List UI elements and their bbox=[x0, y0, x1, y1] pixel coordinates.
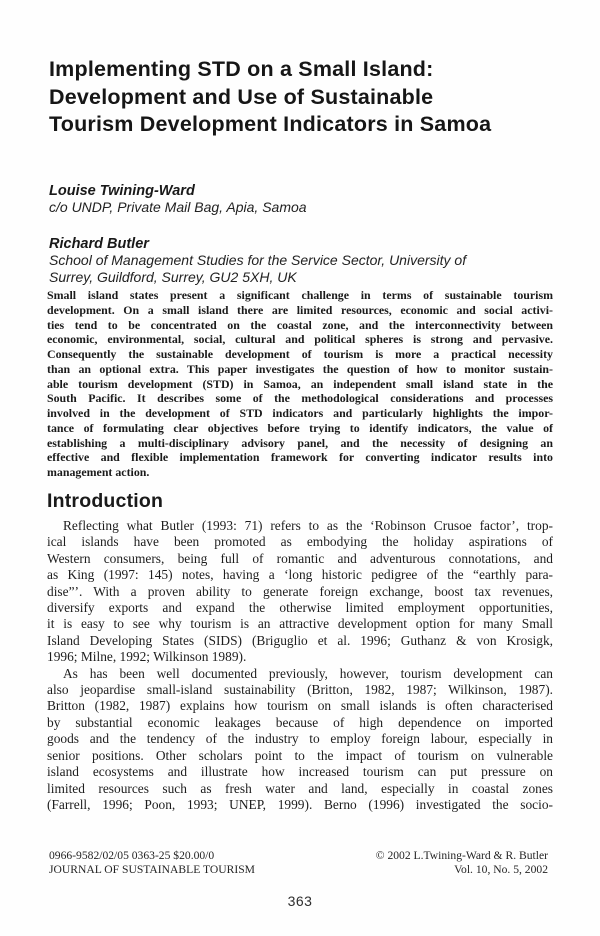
article-title-line: Implementing STD on a Small Island: bbox=[49, 57, 434, 81]
body-line: dise”’. With a proven ability to generate foreign exchange, boost tax revenues, bbox=[47, 583, 553, 599]
body-line: also jeopardise small-island sustainability (Britton, 1982, 1987; Wilkinson, 1987). bbox=[47, 682, 553, 698]
author bbox=[49, 183, 559, 216]
introduction-body bbox=[47, 518, 553, 813]
body-line: Britton (1982, 1987) explains how tourism on small islands is often characterised bbox=[47, 698, 553, 714]
abstract-line: tance of formulating clear objectives before trying to identify indicators, the value of bbox=[47, 420, 553, 435]
abstract-line: economic, environmental, social, cultural and political spheres is strong and pervasive. bbox=[47, 332, 553, 347]
article-title-line: Development and Use of Sustainable bbox=[49, 84, 434, 109]
body-line: limited resources such as fresh water and land, especially in coastal zones bbox=[47, 780, 553, 796]
section-heading-introduction: Introduction bbox=[47, 490, 164, 512]
footer-imprint bbox=[49, 849, 255, 877]
footer-issn-line: 0966-9582/02/05 0363-25 $20.00/0 bbox=[49, 849, 215, 862]
footer-copyright bbox=[376, 849, 548, 877]
footer-volume-line: Vol. 10, No. 5, 2002 bbox=[454, 862, 548, 876]
footer-copyright-line: © 2002 L.Twining-Ward & R. Butler bbox=[375, 849, 548, 862]
abstract-line: Consequently the sustainable development of tourism is more a practical necessity bbox=[47, 347, 553, 361]
body-line: (Farrell, 1996; Poon, 1993; UNEP, 1999). Berno (1996) investigated the socio- bbox=[47, 796, 553, 812]
body-line: Western consumers, being full of romantic and adventurous connotations, and bbox=[47, 550, 553, 566]
abstract-line: management action. bbox=[47, 465, 150, 479]
footer-journal-line: JOURNAL OF SUSTAINABLE TOURISM bbox=[49, 862, 255, 876]
abstract-line: Small island states present a significant challenge in terms of sustainable tourism bbox=[47, 288, 553, 302]
author-name: Louise Twining-Ward bbox=[49, 183, 195, 199]
abstract-line: development. On a small island there are limited resources, economic and social activi- bbox=[47, 302, 553, 317]
page-number: 363 bbox=[287, 893, 313, 909]
body-line: 1996; Milne, 1992; Wilkinson 1989). bbox=[47, 649, 247, 665]
body-line: ical islands have been promoted as embodying the holiday aspirations of bbox=[47, 534, 553, 550]
abstract-line: establishing a multi-disciplinary advisory panel, and the necessity of designing an bbox=[47, 435, 553, 450]
body-line: goods and the tendency of the industry to employ foreign labour, especially in bbox=[47, 731, 553, 747]
body-line: Island Developing States (SIDS) (Briguglio et al. 1996; Guthanz & von Krosigk, bbox=[47, 632, 553, 648]
body-line: diversify exports and expand the otherwise limited employment opportunities, bbox=[47, 600, 553, 616]
abstract-line: effective and flexible implementation framework for converting indicator results into bbox=[47, 450, 553, 465]
abstract bbox=[47, 288, 553, 480]
paragraph bbox=[47, 518, 553, 666]
abstract-line: South Pacific. It describes some of the methodological considerations and processes bbox=[47, 391, 553, 406]
body-line: island ecosystems and illustrate how increased tourism can put pressure on bbox=[47, 764, 553, 780]
author-affiliation: Surrey, Guildford, Surrey, GU2 5XH, UK bbox=[49, 268, 297, 285]
body-line: by substantial economic leakages because of high dependence on imported bbox=[47, 714, 553, 730]
body-line: senior positions. Other scholars point to the impact of tourism on vulnerable bbox=[47, 747, 553, 763]
author-affiliation: c/o UNDP, Private Mail Bag, Apia, Samoa bbox=[49, 199, 307, 215]
authors-block bbox=[49, 183, 559, 285]
article-title bbox=[49, 56, 569, 139]
author-affiliation: School of Management Studies for the Service Sector, University of bbox=[49, 251, 467, 268]
body-line: as King (1997: 145) notes, having a ‘long historic pedigree of the “earthly para- bbox=[47, 567, 553, 583]
body-line: it is easy to see why tourism is an attractive development option for many Small bbox=[47, 616, 553, 632]
abstract-line: than an optional extra. This paper investigates the question of how to monitor sustain- bbox=[47, 361, 553, 376]
paragraph bbox=[47, 666, 553, 814]
abstract-line: able tourism development (STD) in Samoa, an independent small island state in the bbox=[47, 376, 553, 391]
body-line: Reflecting what Butler (1993: 71) refers to as the ‘Robinson Crusoe factor’, trop- bbox=[63, 518, 553, 533]
body-line: As has been well documented previously, however, tourism development can bbox=[63, 665, 553, 681]
abstract-line: ties tend to be concentrated on the coastal zone, and the interconnectivity between bbox=[47, 317, 553, 332]
author-name: Richard Butler bbox=[49, 235, 149, 252]
article-title-line: Tourism Development Indicators in Samoa bbox=[49, 112, 492, 136]
author bbox=[49, 236, 559, 286]
page-footer bbox=[49, 849, 548, 877]
abstract-line: involved in the development of STD indicators and particularly highlights the impor- bbox=[47, 406, 553, 420]
